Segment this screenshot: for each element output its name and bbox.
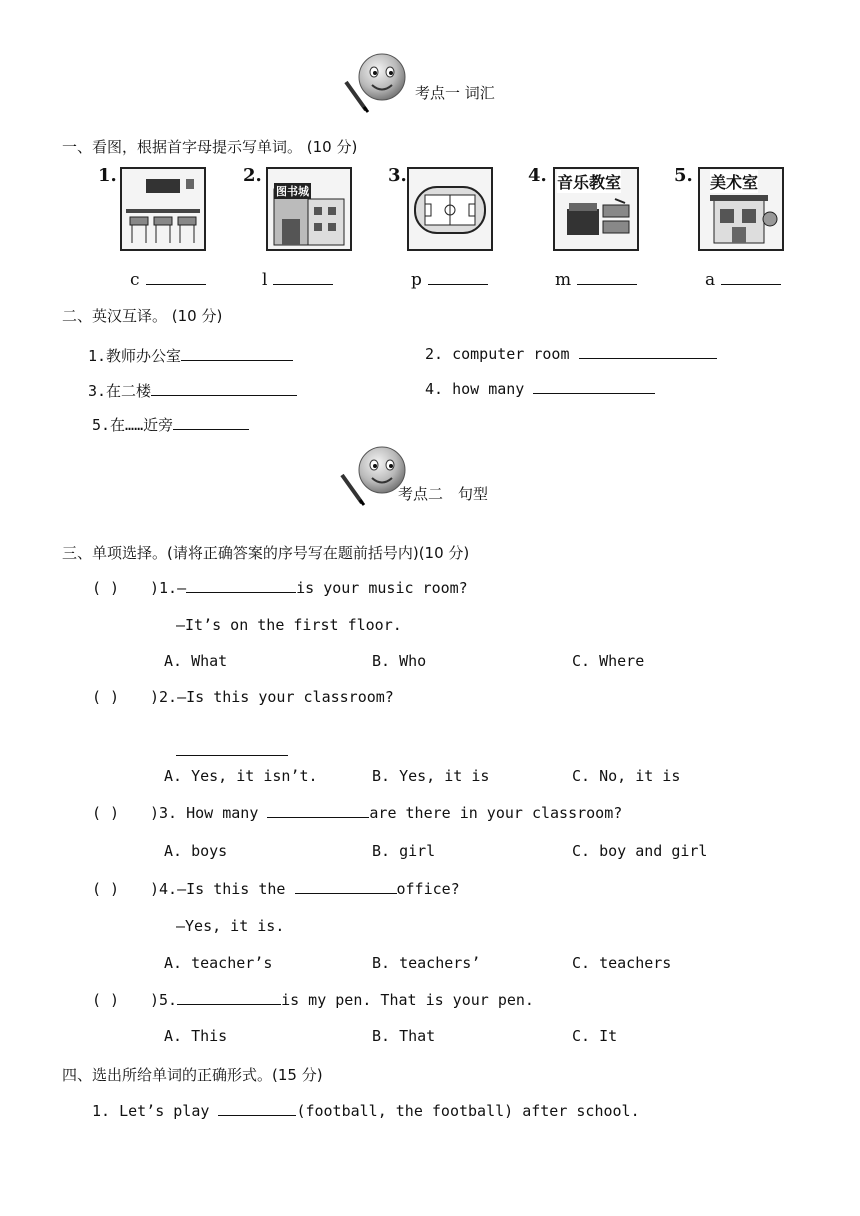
- question-1: )1.— is your music room?: [150, 579, 468, 597]
- item-1-hint: c: [130, 270, 206, 290]
- item-5-hint: a: [705, 270, 781, 290]
- answer-blank[interactable]: [173, 428, 249, 430]
- answer-paren[interactable]: ( ): [92, 991, 120, 1009]
- answer-blank[interactable]: [428, 283, 488, 285]
- music-room-sign: 音乐教室: [557, 170, 621, 193]
- sec4-question-1: 1. Let’s play (football, the football) after school.: [92, 1102, 640, 1120]
- question-4-answer: —Yes, it is.: [176, 917, 285, 935]
- q3-option-c[interactable]: C. boy and girl: [572, 842, 708, 860]
- item-2-hint: l: [262, 270, 333, 290]
- question-4: )4.—Is this the office?: [150, 880, 460, 898]
- answer-blank[interactable]: [218, 1114, 296, 1116]
- art-room-sign: 美术室: [710, 170, 758, 193]
- question-3: )3. How many are there in your classroom?: [150, 804, 623, 822]
- library-image: [266, 167, 352, 251]
- q4-option-b[interactable]: B. teachers’: [372, 954, 481, 972]
- answer-blank[interactable]: [721, 283, 781, 285]
- q2-option-a[interactable]: A. Yes, it isn’t.: [164, 767, 318, 785]
- q1-option-c[interactable]: C. Where: [572, 652, 645, 670]
- answer-paren[interactable]: ( ): [92, 804, 120, 822]
- q3-option-a[interactable]: A. boys: [164, 842, 228, 860]
- question-1-answer: —It’s on the first floor.: [176, 616, 402, 634]
- item-3-number: 3.: [388, 165, 407, 186]
- section-3-title: 三、单项选择。(请将正确答案的序号写在题前括号内)(10 分): [62, 544, 470, 562]
- answer-paren[interactable]: ( ): [92, 688, 120, 706]
- q2-option-c[interactable]: C. No, it is: [572, 767, 681, 785]
- answer-blank[interactable]: [533, 392, 655, 394]
- answer-blank[interactable]: [295, 892, 397, 894]
- q1-option-a[interactable]: A. What: [164, 652, 228, 670]
- section-badge-sentence: 考点二 句型: [398, 485, 489, 503]
- answer-blank[interactable]: [181, 359, 293, 361]
- question-2: )2.—Is this your classroom?: [150, 688, 394, 706]
- q5-option-a[interactable]: A. This: [164, 1027, 228, 1045]
- library-sign: 图书城: [276, 185, 309, 198]
- item-3-hint: p: [411, 270, 488, 290]
- translation-item-2: 2. computer room: [425, 345, 717, 363]
- item-1-number: 1.: [98, 165, 117, 186]
- item-5-number: 5.: [674, 165, 693, 186]
- section-4-title: 四、选出所给单词的正确形式。(15 分): [62, 1066, 323, 1084]
- answer-blank[interactable]: [273, 283, 333, 285]
- answer-blank[interactable]: [151, 394, 297, 396]
- q5-option-c[interactable]: C. It: [572, 1027, 618, 1045]
- q1-option-b[interactable]: B. Who: [372, 652, 427, 670]
- q4-option-c[interactable]: C. teachers: [572, 954, 672, 972]
- answer-blank[interactable]: [146, 283, 206, 285]
- translation-item-5: 5.在……近旁: [92, 414, 249, 435]
- translation-item-1: 1.教师办公室: [88, 345, 293, 366]
- item-4-hint: m: [555, 270, 637, 290]
- section-badge-vocabulary: 考点一 词汇: [415, 84, 495, 102]
- playground-image: [407, 167, 493, 251]
- answer-paren[interactable]: ( ): [92, 880, 120, 898]
- answer-blank[interactable]: [186, 591, 296, 593]
- translation-item-4: 4. how many: [425, 380, 655, 398]
- answer-blank[interactable]: [577, 283, 637, 285]
- q5-option-b[interactable]: B. That: [372, 1027, 436, 1045]
- section-2-title: 二、英汉互译。 (10 分): [62, 307, 223, 325]
- mascot-icon: [340, 52, 415, 118]
- translation-item-3: 3.在二楼: [88, 380, 297, 401]
- question-5: )5. is my pen. That is your pen.: [150, 991, 534, 1009]
- q2-option-b[interactable]: B. Yes, it is: [372, 767, 490, 785]
- q4-option-a[interactable]: A. teacher’s: [164, 954, 273, 972]
- answer-blank[interactable]: [177, 1003, 281, 1005]
- section-1-title: 一、看图，根据首字母提示写单词。 (10 分): [62, 138, 358, 156]
- answer-paren[interactable]: ( ): [92, 579, 120, 597]
- answer-blank[interactable]: [267, 816, 369, 818]
- answer-blank[interactable]: [579, 357, 717, 359]
- classroom-image: [120, 167, 206, 251]
- answer-blank[interactable]: [176, 754, 288, 756]
- q3-option-b[interactable]: B. girl: [372, 842, 436, 860]
- item-2-number: 2.: [243, 165, 262, 186]
- item-4-number: 4.: [528, 165, 547, 186]
